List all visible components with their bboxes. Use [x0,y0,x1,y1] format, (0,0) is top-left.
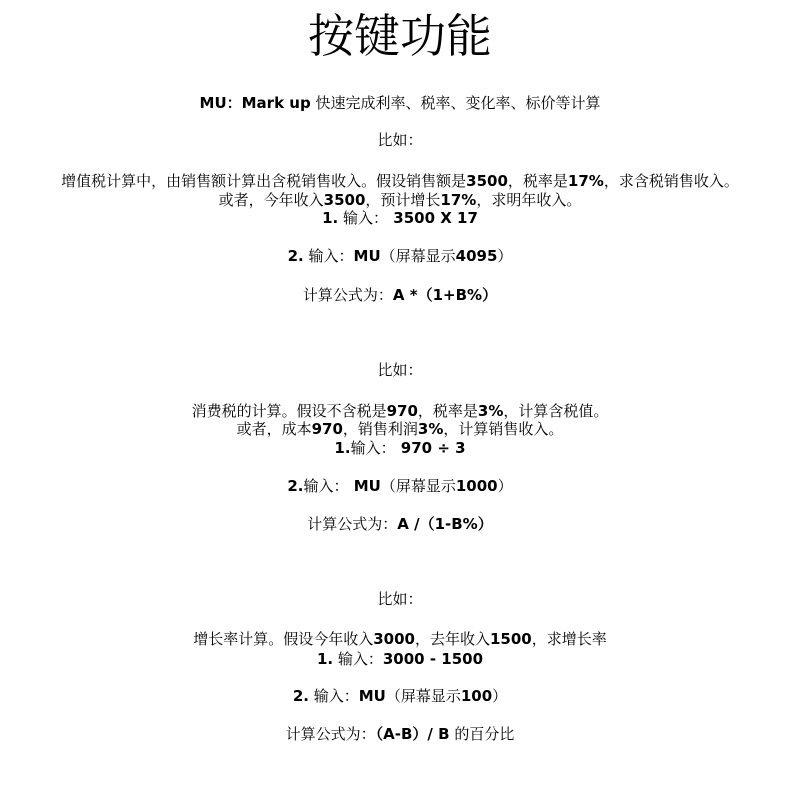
example-2-alternative [0,420,800,438]
number-segment: 17% [440,191,477,209]
number-segment: 3% [477,402,504,420]
text-segment: 或者，今年收入 [218,191,324,209]
example-1-step-1 [0,209,800,227]
formula-expression: A *（1+B%） [392,286,498,304]
example-1-description [0,172,800,190]
example-1-alternative [0,191,800,209]
step-label: 输入： [338,209,389,227]
formula-label: 计算公式为： [285,725,376,743]
example-3-heading: 比如： [377,590,423,608]
text-segment: ，求含税销售收入。 [603,172,739,190]
step-label: 输入： [350,439,396,457]
number-segment: 17% [567,172,604,190]
step-input: 3000 - 1500 [382,650,484,668]
display-value: 1000 [455,477,498,495]
mu-key: MU [348,477,381,495]
example-2-step-1 [0,439,800,457]
step-input: 970 ÷ 3 [395,439,466,457]
text-segment: ，计算销售收入。 [443,420,564,438]
example-1-heading: 比如： [377,131,423,149]
step-label: 输入： [303,477,349,495]
number-segment: 3500 [466,172,508,190]
example-1-step-2 [0,247,800,265]
step-number: 1. [316,650,334,668]
step-number: 2. [287,247,304,265]
number-segment: 970 [386,402,418,420]
step-number: 1. [334,439,351,457]
mu-key: MU [353,247,381,265]
text-segment: ，求明年收入。 [476,191,582,209]
page-title: 按键功能 [308,9,492,63]
number-segment: 3500 [323,191,366,209]
step-input: 3500 X 17 [388,209,478,227]
step-number: 2. [287,477,304,495]
text-segment: ，求增长率 [531,630,607,648]
example-3-step-1 [0,650,800,668]
step-label: 输入： [308,687,359,705]
number-segment: 3000 [373,630,415,648]
mu-key: MU [358,687,386,705]
text-segment: ，销售利润 [342,420,418,438]
text-segment: ，去年收入 [414,630,490,648]
intro-line [0,94,800,112]
intro-prefix: MU：Mark up [199,94,311,112]
display-label: （屏幕显示 [380,247,456,265]
text-segment: 的百分比 [449,725,515,743]
text-segment: ） [497,247,513,265]
example-2-step-2 [0,477,800,495]
text-segment: 或者，成本 [236,420,312,438]
formula-expression: （A-B）/ B [375,725,450,743]
example-2-formula [0,515,800,533]
text-segment: 消费税的计算。假设不含税是 [191,402,387,420]
step-label: 输入： [303,247,354,265]
step-label: 输入： [333,650,383,668]
example-2-heading: 比如： [377,361,423,379]
step-number: 1. [322,209,339,227]
formula-expression: A /（1-B%） [397,515,493,533]
example-1-formula [0,286,800,304]
example-3-description [0,630,800,648]
display-value: 4095 [455,247,498,265]
number-segment: 3% [417,420,444,438]
display-value: 100 [460,687,493,705]
text-segment: ，税率是 [417,402,478,420]
example-3-step-2 [0,687,800,705]
intro-text: 快速完成利率、税率、变化率、标价等计算 [310,94,601,112]
text-segment: ） [492,687,508,705]
step-number: 2. [292,687,309,705]
text-segment: 增长率计算。假设今年收入 [193,630,374,648]
text-segment: ，税率是 [507,172,568,190]
text-segment: 增值税计算中，由销售额计算出含税销售收入。假设销售额是 [61,172,467,190]
display-label: （屏幕显示 [380,477,456,495]
text-segment: ，预计增长 [365,191,441,209]
text-segment: ） [497,477,513,495]
display-label: （屏幕显示 [385,687,461,705]
example-3-formula [0,725,800,743]
number-segment: 1500 [490,630,532,648]
formula-label: 计算公式为： [307,515,398,533]
number-segment: 970 [311,420,343,438]
example-2-description [0,402,800,420]
formula-label: 计算公式为： [302,286,393,304]
text-segment: ，计算含税值。 [503,402,609,420]
